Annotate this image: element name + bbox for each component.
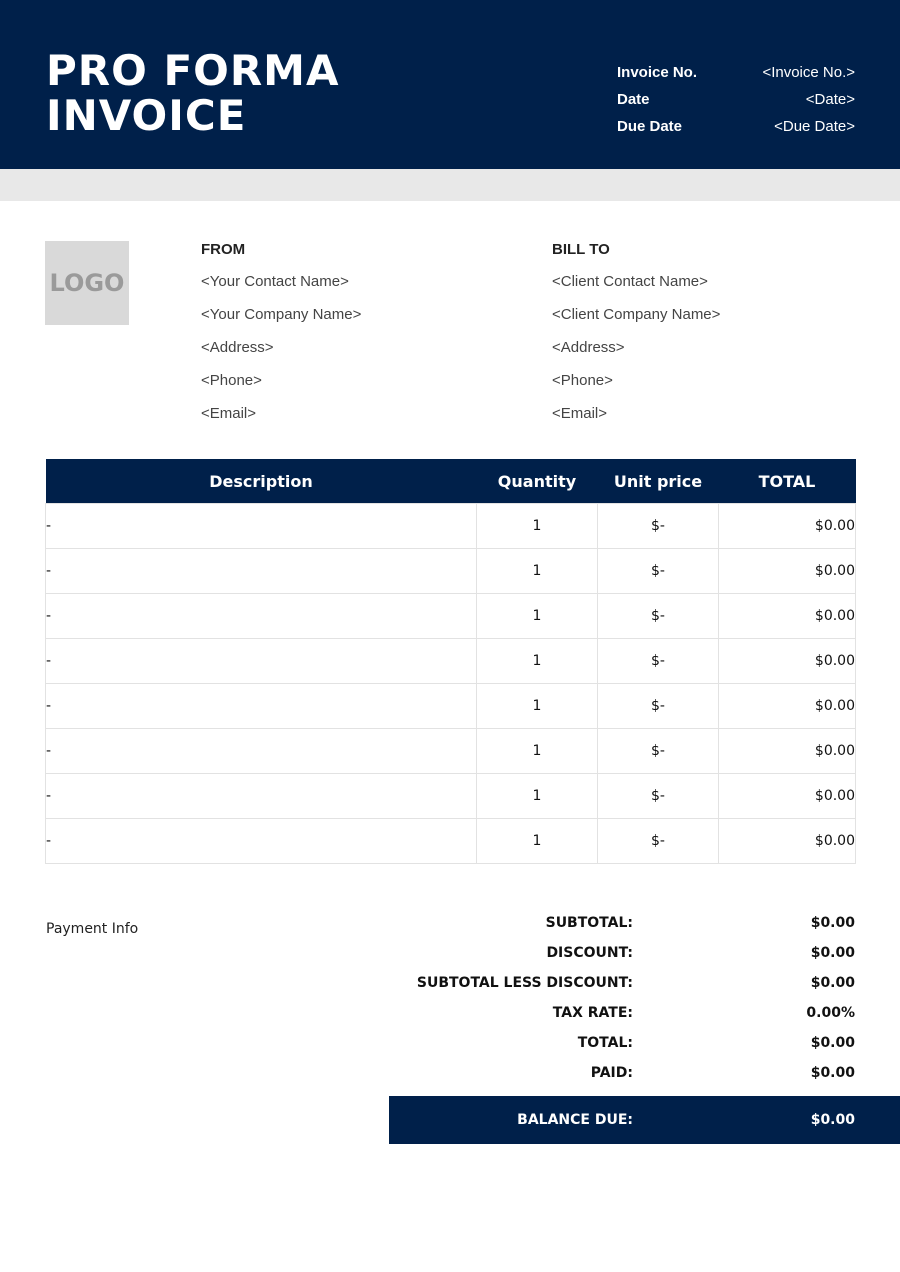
invoice-due-date-label: Due Date — [617, 118, 683, 135]
subtotal-less-discount-row — [389, 970, 900, 1000]
header-divider-band — [0, 169, 900, 201]
item-description[interactable]: - — [46, 639, 477, 684]
total-row — [389, 1030, 900, 1060]
bill-to-email[interactable]: <Email> — [552, 405, 608, 422]
invoice-title-line1: PRO FORMA — [46, 46, 340, 95]
tax-rate-row — [389, 1000, 900, 1030]
item-total: $0.00 — [719, 549, 856, 594]
paid-label: PAID: — [590, 1065, 633, 1081]
bill-to-contact-name[interactable]: <Client Contact Name> — [552, 273, 708, 290]
bill-to-address[interactable]: <Address> — [552, 339, 625, 356]
item-total: $0.00 — [719, 729, 856, 774]
table-row — [46, 504, 856, 549]
item-total: $0.00 — [719, 684, 856, 729]
item-unit-price[interactable]: $- — [598, 549, 719, 594]
item-unit-price[interactable]: $- — [598, 774, 719, 819]
line-items-table — [45, 459, 856, 864]
discount-label: DISCOUNT: — [546, 945, 633, 961]
from-contact-name[interactable]: <Your Contact Name> — [201, 273, 349, 290]
balance-due-bar — [389, 1096, 900, 1144]
item-description[interactable]: - — [46, 549, 477, 594]
item-unit-price[interactable]: $- — [598, 729, 719, 774]
invoice-number-row — [617, 62, 855, 89]
item-total: $0.00 — [719, 819, 856, 864]
item-unit-price[interactable]: $- — [598, 639, 719, 684]
invoice-date-label: Date — [617, 91, 650, 108]
from-section — [201, 240, 361, 437]
subtotal-less-discount-value: $0.00 — [810, 975, 855, 991]
discount-value[interactable]: $0.00 — [810, 945, 855, 961]
column-header-quantity: Quantity — [477, 459, 598, 504]
item-quantity[interactable]: 1 — [477, 729, 598, 774]
table-row — [46, 594, 856, 639]
item-total: $0.00 — [719, 594, 856, 639]
logo-placeholder[interactable] — [45, 241, 129, 325]
total-value: $0.00 — [810, 1035, 855, 1051]
discount-row — [389, 940, 900, 970]
subtotal-row — [389, 910, 900, 940]
tax-rate-value[interactable]: 0.00% — [806, 1005, 855, 1021]
invoice-title-line2: INVOICE — [46, 91, 247, 140]
paid-row — [389, 1060, 900, 1090]
from-phone[interactable]: <Phone> — [201, 372, 262, 389]
subtotal-less-discount-label: SUBTOTAL LESS DISCOUNT: — [416, 975, 633, 991]
item-unit-price[interactable]: $- — [598, 594, 719, 639]
item-quantity[interactable]: 1 — [477, 594, 598, 639]
item-unit-price[interactable]: $- — [598, 819, 719, 864]
subtotal-label: SUBTOTAL: — [545, 915, 633, 931]
bill-to-heading: BILL TO — [552, 241, 610, 258]
table-row — [46, 774, 856, 819]
from-email[interactable]: <Email> — [201, 405, 257, 422]
column-header-description: Description — [46, 459, 477, 504]
item-description[interactable]: - — [46, 684, 477, 729]
payment-info-label[interactable]: Payment Info — [46, 921, 139, 937]
from-heading: FROM — [201, 241, 246, 258]
total-label: TOTAL: — [577, 1035, 633, 1051]
totals-summary — [389, 910, 900, 1090]
bill-to-phone[interactable]: <Phone> — [552, 372, 613, 389]
invoice-header — [0, 0, 900, 169]
invoice-number-value[interactable]: <Invoice No.> — [762, 64, 855, 81]
invoice-meta — [617, 62, 855, 143]
item-description[interactable]: - — [46, 774, 477, 819]
bill-to-section — [552, 240, 720, 437]
item-quantity[interactable]: 1 — [477, 774, 598, 819]
item-quantity[interactable]: 1 — [477, 504, 598, 549]
item-total: $0.00 — [719, 774, 856, 819]
subtotal-value: $0.00 — [810, 915, 855, 931]
item-description[interactable]: - — [46, 729, 477, 774]
item-quantity[interactable]: 1 — [477, 819, 598, 864]
logo-text: LOGO — [49, 269, 125, 297]
item-description[interactable]: - — [46, 594, 477, 639]
invoice-date-row — [617, 89, 855, 116]
invoice-title — [46, 48, 339, 138]
balance-due-value: $0.00 — [810, 1112, 855, 1128]
invoice-date-value[interactable]: <Date> — [805, 91, 855, 108]
item-description[interactable]: - — [46, 819, 477, 864]
table-row — [46, 819, 856, 864]
item-quantity[interactable]: 1 — [477, 639, 598, 684]
table-row — [46, 549, 856, 594]
item-unit-price[interactable]: $- — [598, 504, 719, 549]
from-company-name[interactable]: <Your Company Name> — [201, 306, 362, 323]
item-quantity[interactable]: 1 — [477, 549, 598, 594]
bill-to-company-name[interactable]: <Client Company Name> — [552, 306, 721, 323]
invoice-due-date-value[interactable]: <Due Date> — [774, 118, 855, 135]
table-row — [46, 684, 856, 729]
item-unit-price[interactable]: $- — [598, 684, 719, 729]
invoice-due-date-row — [617, 116, 855, 143]
item-total: $0.00 — [719, 639, 856, 684]
table-row — [46, 729, 856, 774]
invoice-number-label: Invoice No. — [617, 64, 698, 81]
item-quantity[interactable]: 1 — [477, 684, 598, 729]
item-total: $0.00 — [719, 504, 856, 549]
from-address[interactable]: <Address> — [201, 339, 274, 356]
balance-due-label: BALANCE DUE: — [517, 1112, 633, 1128]
table-row — [46, 639, 856, 684]
column-header-unit-price: Unit price — [598, 459, 719, 504]
column-header-total: TOTAL — [719, 459, 856, 504]
item-description[interactable]: - — [46, 504, 477, 549]
table-header-row — [46, 459, 856, 504]
tax-rate-label: TAX RATE: — [552, 1005, 633, 1021]
paid-value[interactable]: $0.00 — [810, 1065, 855, 1081]
